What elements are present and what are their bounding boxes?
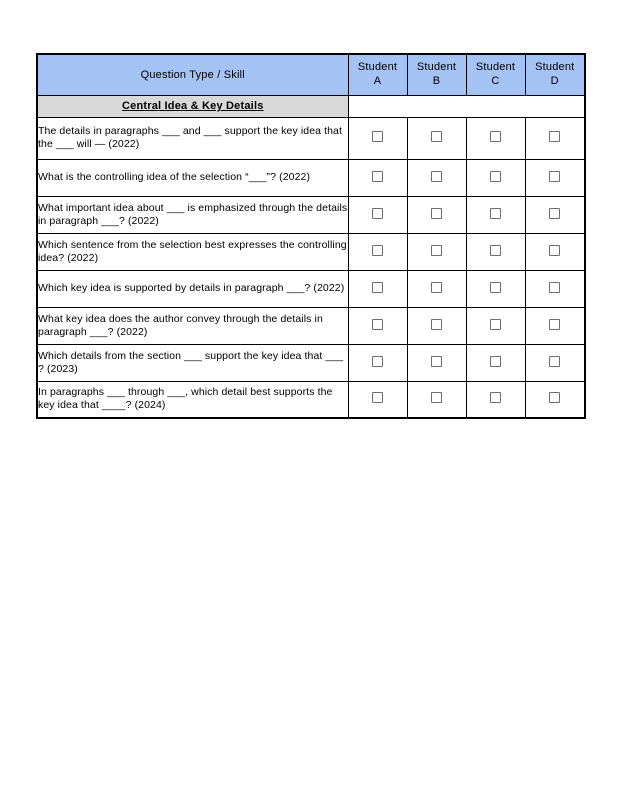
student-b-label: Student: [416, 61, 457, 73]
checkbox[interactable]: [431, 282, 442, 293]
student-d-label: Student: [535, 61, 575, 73]
checkbox-cell: [407, 117, 466, 159]
student-b-header: [407, 54, 466, 95]
checkbox-cell: [466, 270, 525, 307]
checkbox[interactable]: [431, 319, 442, 330]
checkbox-cell: [466, 344, 525, 381]
student-c-label: Student: [475, 61, 516, 73]
checkbox[interactable]: [549, 171, 560, 182]
question-text: The details in paragraphs ___ and ___ support the key idea that the ___ will — (2022): [37, 117, 348, 159]
checkbox-cell: [466, 159, 525, 196]
question-row: [37, 159, 585, 196]
checkbox[interactable]: [549, 282, 560, 293]
checkbox-cell: [525, 344, 585, 381]
checkbox-cell: [348, 196, 407, 233]
checkbox[interactable]: [490, 208, 501, 219]
question-row: [37, 117, 585, 159]
checkbox[interactable]: [431, 171, 442, 182]
checkbox-cell: [407, 233, 466, 270]
checkbox[interactable]: [372, 131, 383, 142]
checkbox[interactable]: [549, 356, 560, 367]
student-c-header: [466, 54, 525, 95]
question-type-skill-header: Question Type / Skill: [37, 54, 348, 95]
question-skill-table: [36, 53, 586, 419]
question-text: What is the controlling idea of the selection “___”? (2022): [37, 159, 348, 196]
checkbox-cell: [348, 307, 407, 344]
checkbox-cell: [348, 159, 407, 196]
checkbox-cell: [525, 270, 585, 307]
checkbox-cell: [348, 270, 407, 307]
question-text: Which key idea is supported by details in paragraph ___? (2022): [37, 270, 348, 307]
checkbox[interactable]: [372, 171, 383, 182]
checkbox-cell: [466, 381, 525, 418]
checkbox[interactable]: [490, 392, 501, 403]
section-header-row: [37, 95, 585, 117]
checkbox[interactable]: [372, 245, 383, 256]
checkbox-cell: [525, 307, 585, 344]
checkbox-cell: [348, 381, 407, 418]
question-row: [37, 344, 585, 381]
question-row: [37, 233, 585, 270]
checkbox-cell: [525, 196, 585, 233]
student-b-letter: B: [432, 74, 441, 87]
checkbox-cell: [525, 117, 585, 159]
student-a-header: [348, 54, 407, 95]
section-spacer-cell: [348, 95, 585, 117]
checkbox-cell: [407, 381, 466, 418]
checkbox-cell: [407, 307, 466, 344]
question-row: [37, 196, 585, 233]
student-d-letter: D: [550, 74, 559, 87]
checkbox-cell: [525, 381, 585, 418]
question-text: What key idea does the author convey through the details in paragraph ___? (2022): [37, 307, 348, 344]
question-row: [37, 381, 585, 418]
checkbox-cell: [466, 307, 525, 344]
checkbox-cell: [466, 233, 525, 270]
checkbox-cell: [466, 117, 525, 159]
checkbox[interactable]: [490, 245, 501, 256]
checkbox[interactable]: [549, 245, 560, 256]
checkbox-cell: [348, 117, 407, 159]
checkbox[interactable]: [549, 208, 560, 219]
checkbox[interactable]: [372, 208, 383, 219]
checkbox-cell: [348, 344, 407, 381]
checkbox-cell: [407, 344, 466, 381]
checkbox-cell: [407, 270, 466, 307]
question-row: [37, 307, 585, 344]
question-text: What important idea about ___ is emphasized through the details in paragraph ___? (2022): [37, 196, 348, 233]
question-text: Which details from the section ___ support the key idea that ___ ? (2023): [37, 344, 348, 381]
checkbox[interactable]: [372, 392, 383, 403]
table-header-row: [37, 54, 585, 95]
checkbox[interactable]: [490, 356, 501, 367]
checkbox[interactable]: [431, 131, 442, 142]
checkbox-cell: [525, 159, 585, 196]
question-text: Which sentence from the selection best expresses the controlling idea? (2022): [37, 233, 348, 270]
checkbox-cell: [466, 196, 525, 233]
student-a-label: Student: [357, 61, 398, 73]
section-title-cell: [37, 95, 348, 117]
checkbox[interactable]: [431, 245, 442, 256]
checkbox[interactable]: [490, 171, 501, 182]
checkbox[interactable]: [372, 282, 383, 293]
student-c-letter: C: [491, 74, 500, 87]
checkbox-cell: [348, 233, 407, 270]
student-a-letter: A: [373, 74, 382, 87]
student-d-header: [525, 54, 585, 95]
checkbox[interactable]: [490, 319, 501, 330]
checkbox[interactable]: [431, 208, 442, 219]
question-row: [37, 270, 585, 307]
checkbox[interactable]: [549, 131, 560, 142]
question-text: In paragraphs ___ through ___, which detail best supports the key idea that ____? (2024): [37, 381, 348, 418]
checkbox[interactable]: [549, 319, 560, 330]
section-title: Central Idea & Key Details: [121, 100, 264, 112]
checkbox[interactable]: [372, 319, 383, 330]
checkbox[interactable]: [549, 392, 560, 403]
checkbox[interactable]: [431, 392, 442, 403]
checkbox-cell: [407, 159, 466, 196]
checkbox[interactable]: [372, 356, 383, 367]
checkbox-cell: [525, 233, 585, 270]
checkbox[interactable]: [490, 131, 501, 142]
checkbox[interactable]: [490, 282, 501, 293]
checkbox[interactable]: [431, 356, 442, 367]
checkbox-cell: [407, 196, 466, 233]
